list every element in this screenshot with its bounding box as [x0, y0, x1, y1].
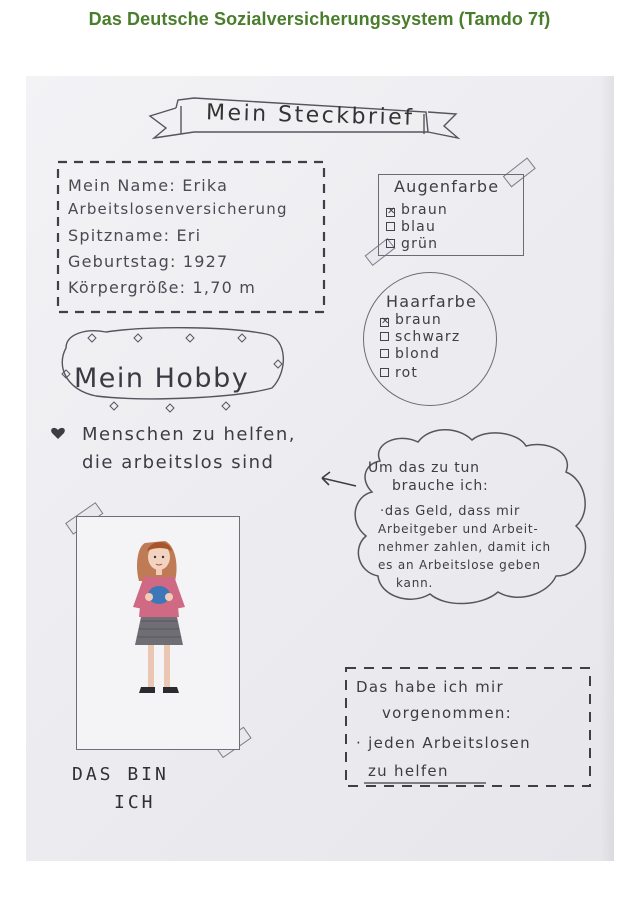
cloud-line-1: Um das zu tun	[368, 460, 480, 476]
info-line-height: Körpergröße: 1,70 m	[68, 278, 257, 297]
hobby-title: Mein Hobby	[74, 363, 250, 394]
portrait-caption-line1: DAS BIN	[72, 764, 169, 785]
info-line-nickname: Spitzname: Eri	[68, 226, 202, 245]
eye-option-gruen	[386, 236, 438, 252]
cloud-line-4: Arbeitgeber und Arbeit-	[378, 522, 539, 536]
checked-box-icon: ✕	[381, 316, 391, 327]
hair-option-label: braun	[395, 312, 442, 328]
goal-line-4: zu helfen	[368, 762, 449, 780]
hair-option-schwarz	[380, 329, 460, 345]
cloud-line-5: nehmer zahlen, damit ich	[378, 540, 551, 554]
info-box	[58, 160, 326, 310]
hair-option-braun	[380, 312, 442, 328]
info-line-insurance: Arbeitslosenversicherung	[68, 200, 288, 218]
portrait-frame	[76, 516, 240, 750]
girl-drawing-illustration	[77, 517, 241, 751]
info-line-name: Mein Name: Erika	[68, 176, 229, 195]
hair-option-label: blond	[395, 346, 441, 362]
unchecked-box-icon	[380, 332, 389, 341]
goal-line-1: Das habe ich mir	[356, 678, 504, 696]
banner-title: Mein Steckbrief	[205, 100, 415, 131]
eye-option-braun	[386, 202, 448, 218]
cloud-line-7: kann.	[396, 576, 434, 590]
eye-option-label: blau	[401, 219, 437, 235]
goal-line-3: · jeden Arbeitslosen	[356, 734, 531, 752]
hobby-line-1: Menschen zu helfen,	[82, 424, 297, 445]
goal-line-2: vorgenommen:	[382, 704, 513, 722]
eye-color-title: Augenfarbe	[394, 177, 500, 196]
hair-color-title: Haarfarbe	[386, 292, 478, 311]
cloud-line-2: brauche ich:	[392, 478, 489, 494]
unchecked-box-icon	[380, 349, 389, 358]
hair-option-blond	[380, 346, 440, 362]
info-line-birthday: Geburtstag: 1927	[68, 252, 229, 271]
heart-bullet-icon	[51, 428, 65, 439]
portrait-caption-line2: ICH	[114, 792, 156, 813]
unchecked-box-icon	[386, 239, 395, 248]
eye-option-label: braun	[401, 202, 448, 218]
unchecked-box-icon	[380, 368, 389, 377]
unchecked-box-icon	[386, 222, 395, 231]
cloud-line-3: ·das Geld, dass mir	[380, 504, 521, 519]
page-title: Das Deutsche Sozialversicherungssystem (Tamdo 7f)	[88, 9, 551, 29]
eye-option-label: grün	[401, 236, 439, 252]
checked-box-icon: ✕	[387, 206, 397, 217]
cloud-line-6: es an Arbeitslose geben	[378, 558, 541, 572]
arrow-to-cloud	[322, 472, 356, 486]
poster-photo	[26, 76, 614, 861]
eye-option-blau	[386, 219, 436, 235]
hair-option-label: schwarz	[395, 329, 461, 345]
hobby-line-2: die arbeitslos sind	[82, 452, 275, 473]
hair-option-rot	[380, 365, 418, 381]
hair-option-label: rot	[395, 365, 419, 381]
